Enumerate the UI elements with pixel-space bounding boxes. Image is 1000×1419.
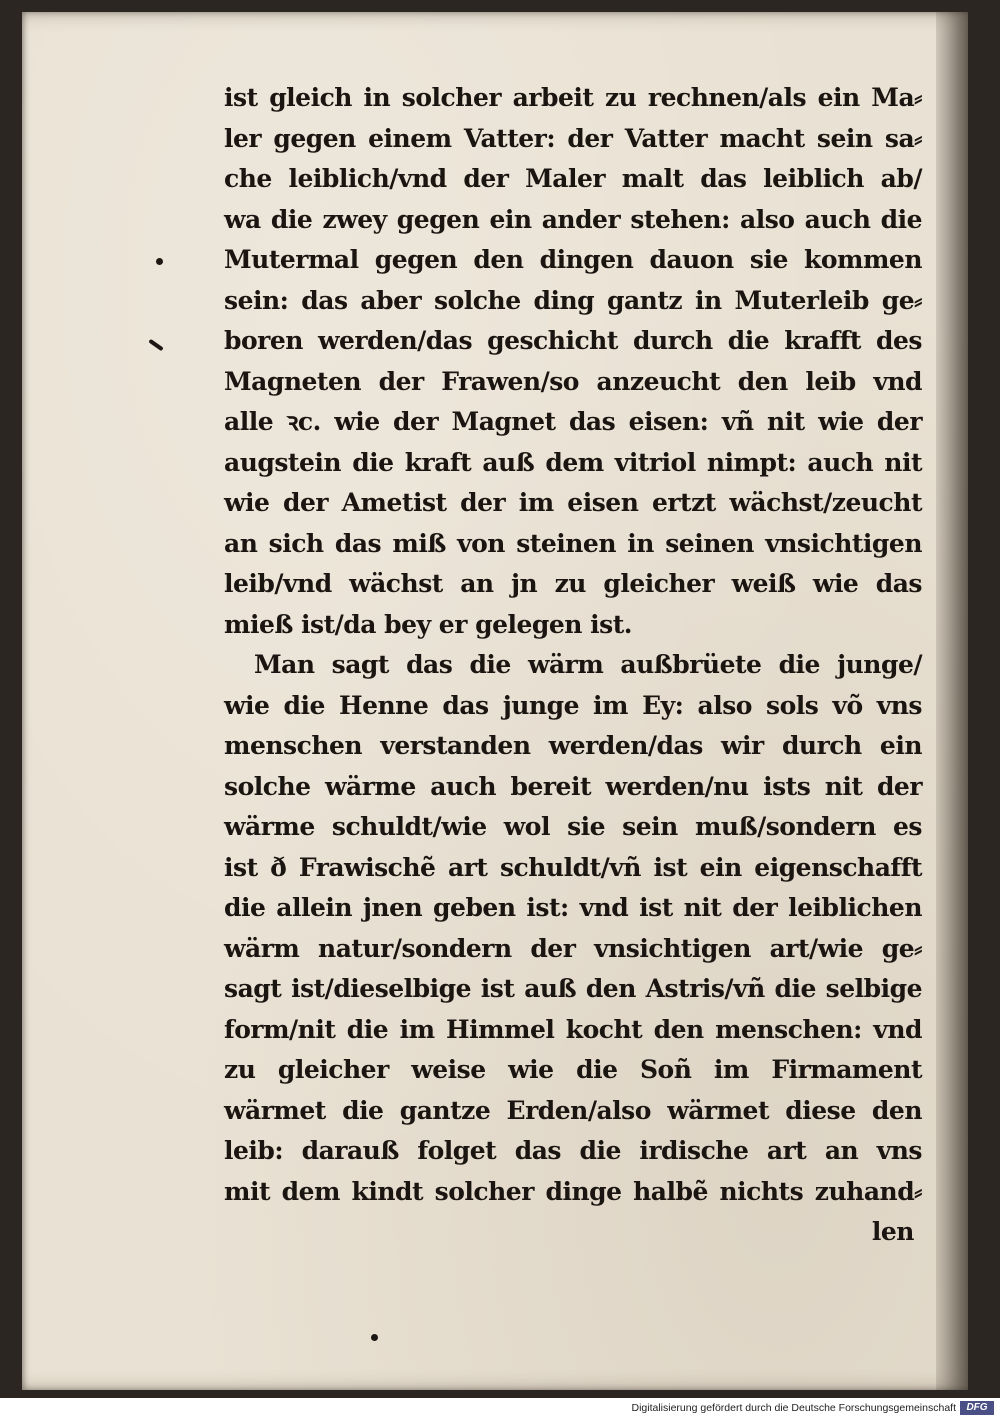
text-line: ist gleich in solcher arbeit zu rechnen/als ein Ma⸗ <box>224 83 922 112</box>
text-block <box>224 78 922 1253</box>
text-line: alle ꝛc. wie der Magnet das eisen: vñ nit wie der <box>224 407 922 436</box>
page-gutter-shadow <box>936 12 968 1390</box>
text-line: mit dem kindt solcher dinge halbẽ nichts zuhand⸗ <box>224 1176 922 1206</box>
text-line: menschen verstanden werden/das wir durch ein <box>224 731 922 760</box>
catchword: len <box>871 1217 914 1246</box>
text-line: wa die zwey gegen ein ander stehen: also auch die <box>224 204 922 234</box>
text-line: wärmet die gantze Erden/also wärmet diese den <box>224 1095 922 1125</box>
margin-ink-dot <box>156 258 163 265</box>
text-line: wie der Ametist der im eisen ertzt wächst/zeucht <box>224 488 922 517</box>
text-line: wärme schuldt/wie wol sie sein muß/sondern es <box>224 812 922 841</box>
dfg-logo: DFG <box>960 1401 994 1415</box>
text-line: leib/vnd wächst an jn zu gleicher weiß wie das <box>224 569 922 598</box>
digitization-footer <box>0 1398 1000 1419</box>
text-line: sein: das aber solche ding gantz in Muterleib ge⸗ <box>224 285 922 315</box>
text-line: leib: darauß folget das die irdische art an vns <box>224 1136 922 1165</box>
text-line: form/nit die im Himmel kocht den menschen: vnd <box>224 1014 922 1044</box>
text-line: solche wärme auch bereit werden/nu ists nit der <box>224 771 922 801</box>
text-line: boren werden/das geschicht durch die krafft des <box>224 326 922 355</box>
text-line: ist ð Frawischẽ art schuldt/vñ ist ein eigenschafft <box>224 852 922 882</box>
text-line: zu gleicher weise wie die Soñ im Firmament <box>224 1055 922 1084</box>
text-line: che leiblich/vnd der Maler malt das leiblich ab/ <box>224 164 922 193</box>
text-line: Mutermal gegen den dingen dauon sie kommen <box>224 245 922 274</box>
text-line-paragraph-start: Man sagt das die wärm außbrüete die junge/ <box>254 650 922 679</box>
text-line: wie die Henne das junge im Ey: also sols võ vns <box>224 690 922 720</box>
text-line: wärm natur/sondern der vnsichtigen art/wie ge⸗ <box>224 933 922 963</box>
text-line: sagt ist/dieselbige ist auß den Astris/vñ die selbige <box>224 974 922 1003</box>
funding-credit: Digitalisierung gefördert durch die Deutsche Forschungsgemeinschaft <box>631 1402 956 1414</box>
text-line: ler gegen einem Vatter: der Vatter macht sein sa⸗ <box>224 123 922 153</box>
text-line: Magneten der Frawen/so anzeucht den leib vnd <box>224 366 922 396</box>
text-line: die allein jnen geben ist: vnd ist nit der leiblichen <box>224 893 922 922</box>
text-line: an sich das miß von steinen in seinen vnsichtigen <box>224 528 922 558</box>
text-line: augstein die kraft auß dem vitriol nimpt: auch nit <box>224 447 922 477</box>
text-line-paragraph-end: mieß ist/da bey er gelegen ist. <box>224 609 632 639</box>
bottom-ink-dot <box>371 1334 378 1341</box>
